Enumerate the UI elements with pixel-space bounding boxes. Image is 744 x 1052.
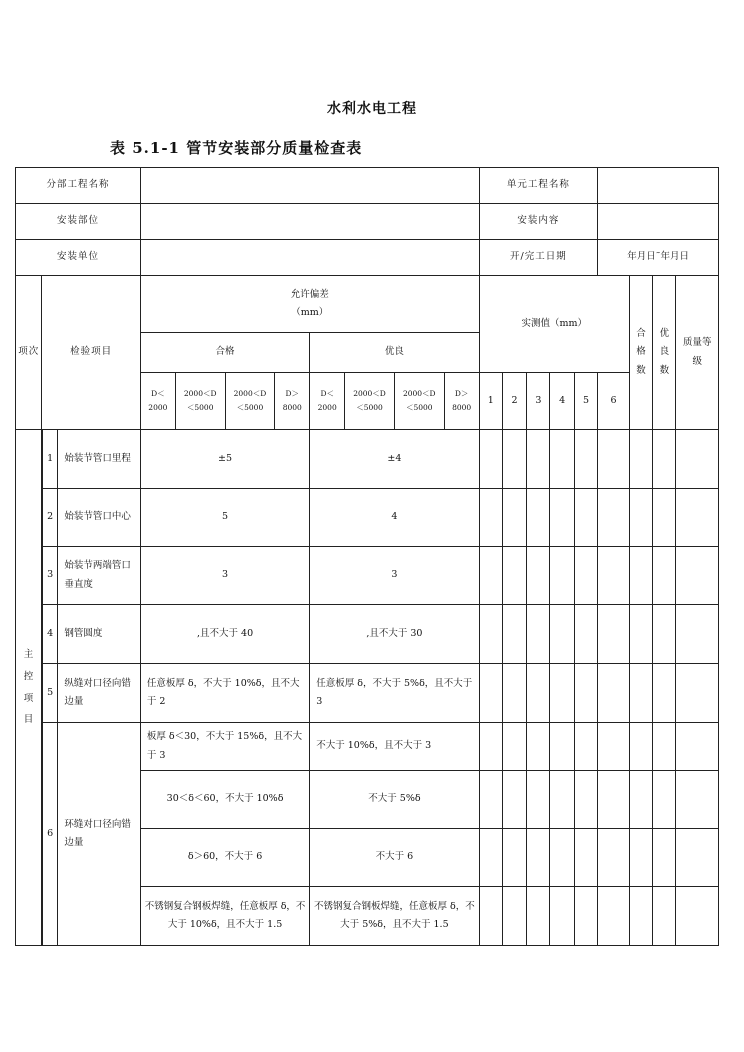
row-number: 4 (42, 605, 58, 664)
hegeshu-cell[interactable] (629, 489, 652, 547)
measure-cell[interactable] (598, 723, 630, 771)
row-hege: 30＜δ＜60，不大于 10%δ (140, 771, 309, 829)
measure-cell[interactable] (598, 605, 630, 664)
row-youliang: ,且不大于 30 (310, 605, 479, 664)
hege-header: 合格 (140, 333, 309, 373)
measure-cell[interactable] (479, 664, 502, 723)
row-item: 始装节管口中心 (58, 489, 141, 547)
youliangshu-cell[interactable] (653, 430, 676, 489)
measure-cell[interactable] (527, 887, 550, 946)
hegeshu-cell[interactable] (629, 547, 652, 605)
measure-cell[interactable] (598, 430, 630, 489)
riqi-value-field[interactable]: 年月日˜年月日 (598, 240, 719, 276)
hege-d3-header: 2000＜D ＜5000 (225, 373, 275, 430)
youliangshu-cell[interactable] (653, 887, 676, 946)
shice-header: 实测值（mm） (479, 276, 629, 373)
measure-cell[interactable] (550, 771, 574, 829)
row-item: 始装节两端管口垂直度 (58, 547, 141, 605)
youliang-header: 优良 (310, 333, 479, 373)
measure-cell[interactable] (527, 664, 550, 723)
hegeshu-cell[interactable] (629, 829, 652, 887)
youliangshu-cell[interactable] (653, 829, 676, 887)
measure-cell[interactable] (479, 771, 502, 829)
measure-cell[interactable] (479, 430, 502, 489)
row-hege: ±5 (140, 430, 309, 489)
row-youliang: 4 (310, 489, 479, 547)
row-hege: 5 (140, 489, 309, 547)
youliangshu-cell[interactable] (653, 547, 676, 605)
measure-cell[interactable] (479, 605, 502, 664)
measure-cell[interactable] (598, 664, 630, 723)
measure-col-1: 1 (479, 373, 502, 430)
zhiliang-cell[interactable] (676, 547, 719, 605)
danwei-value-field[interactable] (140, 240, 479, 276)
measure-cell[interactable] (574, 605, 597, 664)
row-youliang: 不大于 10%δ，且不大于 3 (310, 723, 479, 771)
measure-cell[interactable] (598, 887, 630, 946)
zhiliang-cell[interactable] (676, 887, 719, 946)
row-hege: 不锈钢复合钢板焊缝，任意板厚 δ，不大于 10%δ，且不大于 1.5 (140, 887, 309, 946)
measure-cell[interactable] (502, 605, 526, 664)
jianyan-header: 检验项目 (42, 276, 140, 430)
zhiliang-header: 质量等级 (676, 276, 719, 430)
measure-cell[interactable] (479, 489, 502, 547)
measure-cell[interactable] (502, 489, 526, 547)
youliangshu-cell[interactable] (653, 664, 676, 723)
hegeshu-cell[interactable] (629, 605, 652, 664)
table-row (16, 430, 719, 489)
measure-cell[interactable] (527, 489, 550, 547)
hege-d2-header: 2000＜D ＜5000 (175, 373, 225, 430)
hege-d4-header: D＞ 8000 (275, 373, 310, 430)
hege-d1-header: D＜ 2000 (140, 373, 175, 430)
riqi-label: 开/完工日期 (479, 240, 598, 276)
buwei-value-field[interactable] (140, 204, 479, 240)
table-row (16, 547, 719, 605)
zhiliang-cell[interactable] (676, 489, 719, 547)
measure-cell[interactable] (574, 829, 597, 887)
measure-cell[interactable] (550, 723, 574, 771)
row-item: 始装节管口里程 (58, 430, 141, 489)
row-number: 5 (42, 664, 58, 723)
measure-cell[interactable] (502, 771, 526, 829)
measure-cell[interactable] (598, 829, 630, 887)
table-row (16, 723, 719, 771)
measure-cell[interactable] (479, 829, 502, 887)
measure-cell[interactable] (598, 771, 630, 829)
measure-cell[interactable] (574, 430, 597, 489)
measure-cell[interactable] (502, 829, 526, 887)
row-number: 3 (42, 547, 58, 605)
measure-cell[interactable] (527, 771, 550, 829)
measure-cell[interactable] (598, 547, 630, 605)
yunxu-label: 允许偏差 (290, 288, 329, 300)
measure-cell[interactable] (574, 771, 597, 829)
measure-cell[interactable] (527, 547, 550, 605)
zhiliang-cell[interactable] (676, 829, 719, 887)
measure-cell[interactable] (574, 664, 597, 723)
measure-col-6: 6 (598, 373, 630, 430)
measure-cell[interactable] (550, 605, 574, 664)
row-hege: δ＞60，不大于 6 (140, 829, 309, 887)
measure-col-5: 5 (574, 373, 597, 430)
group-label-cell: 主控项目 (16, 430, 42, 946)
measure-cell[interactable] (550, 829, 574, 887)
measure-cell[interactable] (479, 723, 502, 771)
youliang-d3-header: 2000＜D ＜5000 (394, 373, 444, 430)
youliang-d1-header: D＜ 2000 (310, 373, 345, 430)
row-hege: ,且不大于 40 (140, 605, 309, 664)
measure-col-4: 4 (550, 373, 574, 430)
danyuan-value-field[interactable] (598, 168, 719, 204)
youliang-d4-header: D＞ 8000 (444, 373, 479, 430)
zhiliang-cell[interactable] (676, 605, 719, 664)
youliangshu-header: 优良数 (653, 276, 676, 430)
measure-cell[interactable] (527, 430, 550, 489)
row-youliang: 不锈钢复合钢板焊缝，任意板厚 δ，不大于 5%δ，且不大于 1.5 (310, 887, 479, 946)
measure-cell[interactable] (574, 547, 597, 605)
table-title: 表 5.1-1 管节安装部分质量检查表 (110, 139, 363, 157)
measure-cell[interactable] (550, 664, 574, 723)
measure-cell[interactable] (527, 605, 550, 664)
youliangshu-cell[interactable] (653, 489, 676, 547)
youliangshu-cell[interactable] (653, 723, 676, 771)
row-number: 6 (42, 723, 58, 946)
measure-col-3: 3 (527, 373, 550, 430)
neirong-value-field[interactable] (598, 204, 719, 240)
row-item: 钢管圆度 (58, 605, 141, 664)
row-hege: 3 (140, 547, 309, 605)
measure-cell[interactable] (574, 723, 597, 771)
row-number: 1 (42, 430, 58, 489)
yunxu-header (140, 276, 479, 333)
hegeshu-cell[interactable] (629, 430, 652, 489)
danyuan-label: 单元工程名称 (479, 168, 598, 204)
measure-cell[interactable] (502, 547, 526, 605)
xiangci-header: 项次 (16, 276, 42, 430)
youliangshu-cell[interactable] (653, 605, 676, 664)
row-youliang: 3 (310, 547, 479, 605)
yunxu-unit: （mm） (291, 307, 329, 318)
measure-cell[interactable] (479, 547, 502, 605)
youliangshu-cell[interactable] (653, 771, 676, 829)
zhiliang-cell[interactable] (676, 430, 719, 489)
row-item: 环缝对口径向错边量 (58, 723, 141, 946)
fenbu-label: 分部工程名称 (16, 168, 141, 204)
row-number: 2 (42, 489, 58, 547)
measure-cell[interactable] (502, 664, 526, 723)
hegeshu-cell[interactable] (629, 771, 652, 829)
page-title: 水利水电工程 (327, 101, 417, 117)
measure-cell[interactable] (502, 723, 526, 771)
measure-cell[interactable] (527, 723, 550, 771)
row-youliang: 不大于 5%δ (310, 771, 479, 829)
measure-cell[interactable] (550, 489, 574, 547)
danwei-label: 安装单位 (16, 240, 141, 276)
row-youliang: 不大于 6 (310, 829, 479, 887)
measure-cell[interactable] (502, 887, 526, 946)
zhiliang-cell[interactable] (676, 664, 719, 723)
table-row (16, 664, 719, 723)
measure-col-2: 2 (502, 373, 526, 430)
hegeshu-header: 合格数 (629, 276, 652, 430)
hegeshu-cell[interactable] (629, 887, 652, 946)
quality-check-table (15, 167, 719, 946)
youliang-d2-header: 2000＜D ＜5000 (345, 373, 395, 430)
row-youliang: ±4 (310, 430, 479, 489)
row-youliang: 任意板厚 δ，不大于 5%δ，且不大于 3 (310, 664, 479, 723)
measure-cell[interactable] (550, 430, 574, 489)
measure-cell[interactable] (502, 430, 526, 489)
measure-cell[interactable] (574, 489, 597, 547)
row-item: 纵缝对口径向错边量 (58, 664, 141, 723)
measure-cell[interactable] (527, 829, 550, 887)
measure-cell[interactable] (574, 887, 597, 946)
neirong-label: 安装内容 (479, 204, 598, 240)
row-hege: 板厚 δ＜30，不大于 15%δ，且不大于 3 (140, 723, 309, 771)
table-row (16, 605, 719, 664)
measure-cell[interactable] (479, 887, 502, 946)
fenbu-value-field[interactable] (140, 168, 479, 204)
buwei-label: 安装部位 (16, 204, 141, 240)
zhiliang-cell[interactable] (676, 771, 719, 829)
measure-cell[interactable] (550, 547, 574, 605)
measure-cell[interactable] (550, 887, 574, 946)
row-hege: 任意板厚 δ，不大于 10%δ，且不大于 2 (140, 664, 309, 723)
zhiliang-cell[interactable] (676, 723, 719, 771)
hegeshu-cell[interactable] (629, 723, 652, 771)
measure-cell[interactable] (598, 489, 630, 547)
table-row (16, 489, 719, 547)
hegeshu-cell[interactable] (629, 664, 652, 723)
